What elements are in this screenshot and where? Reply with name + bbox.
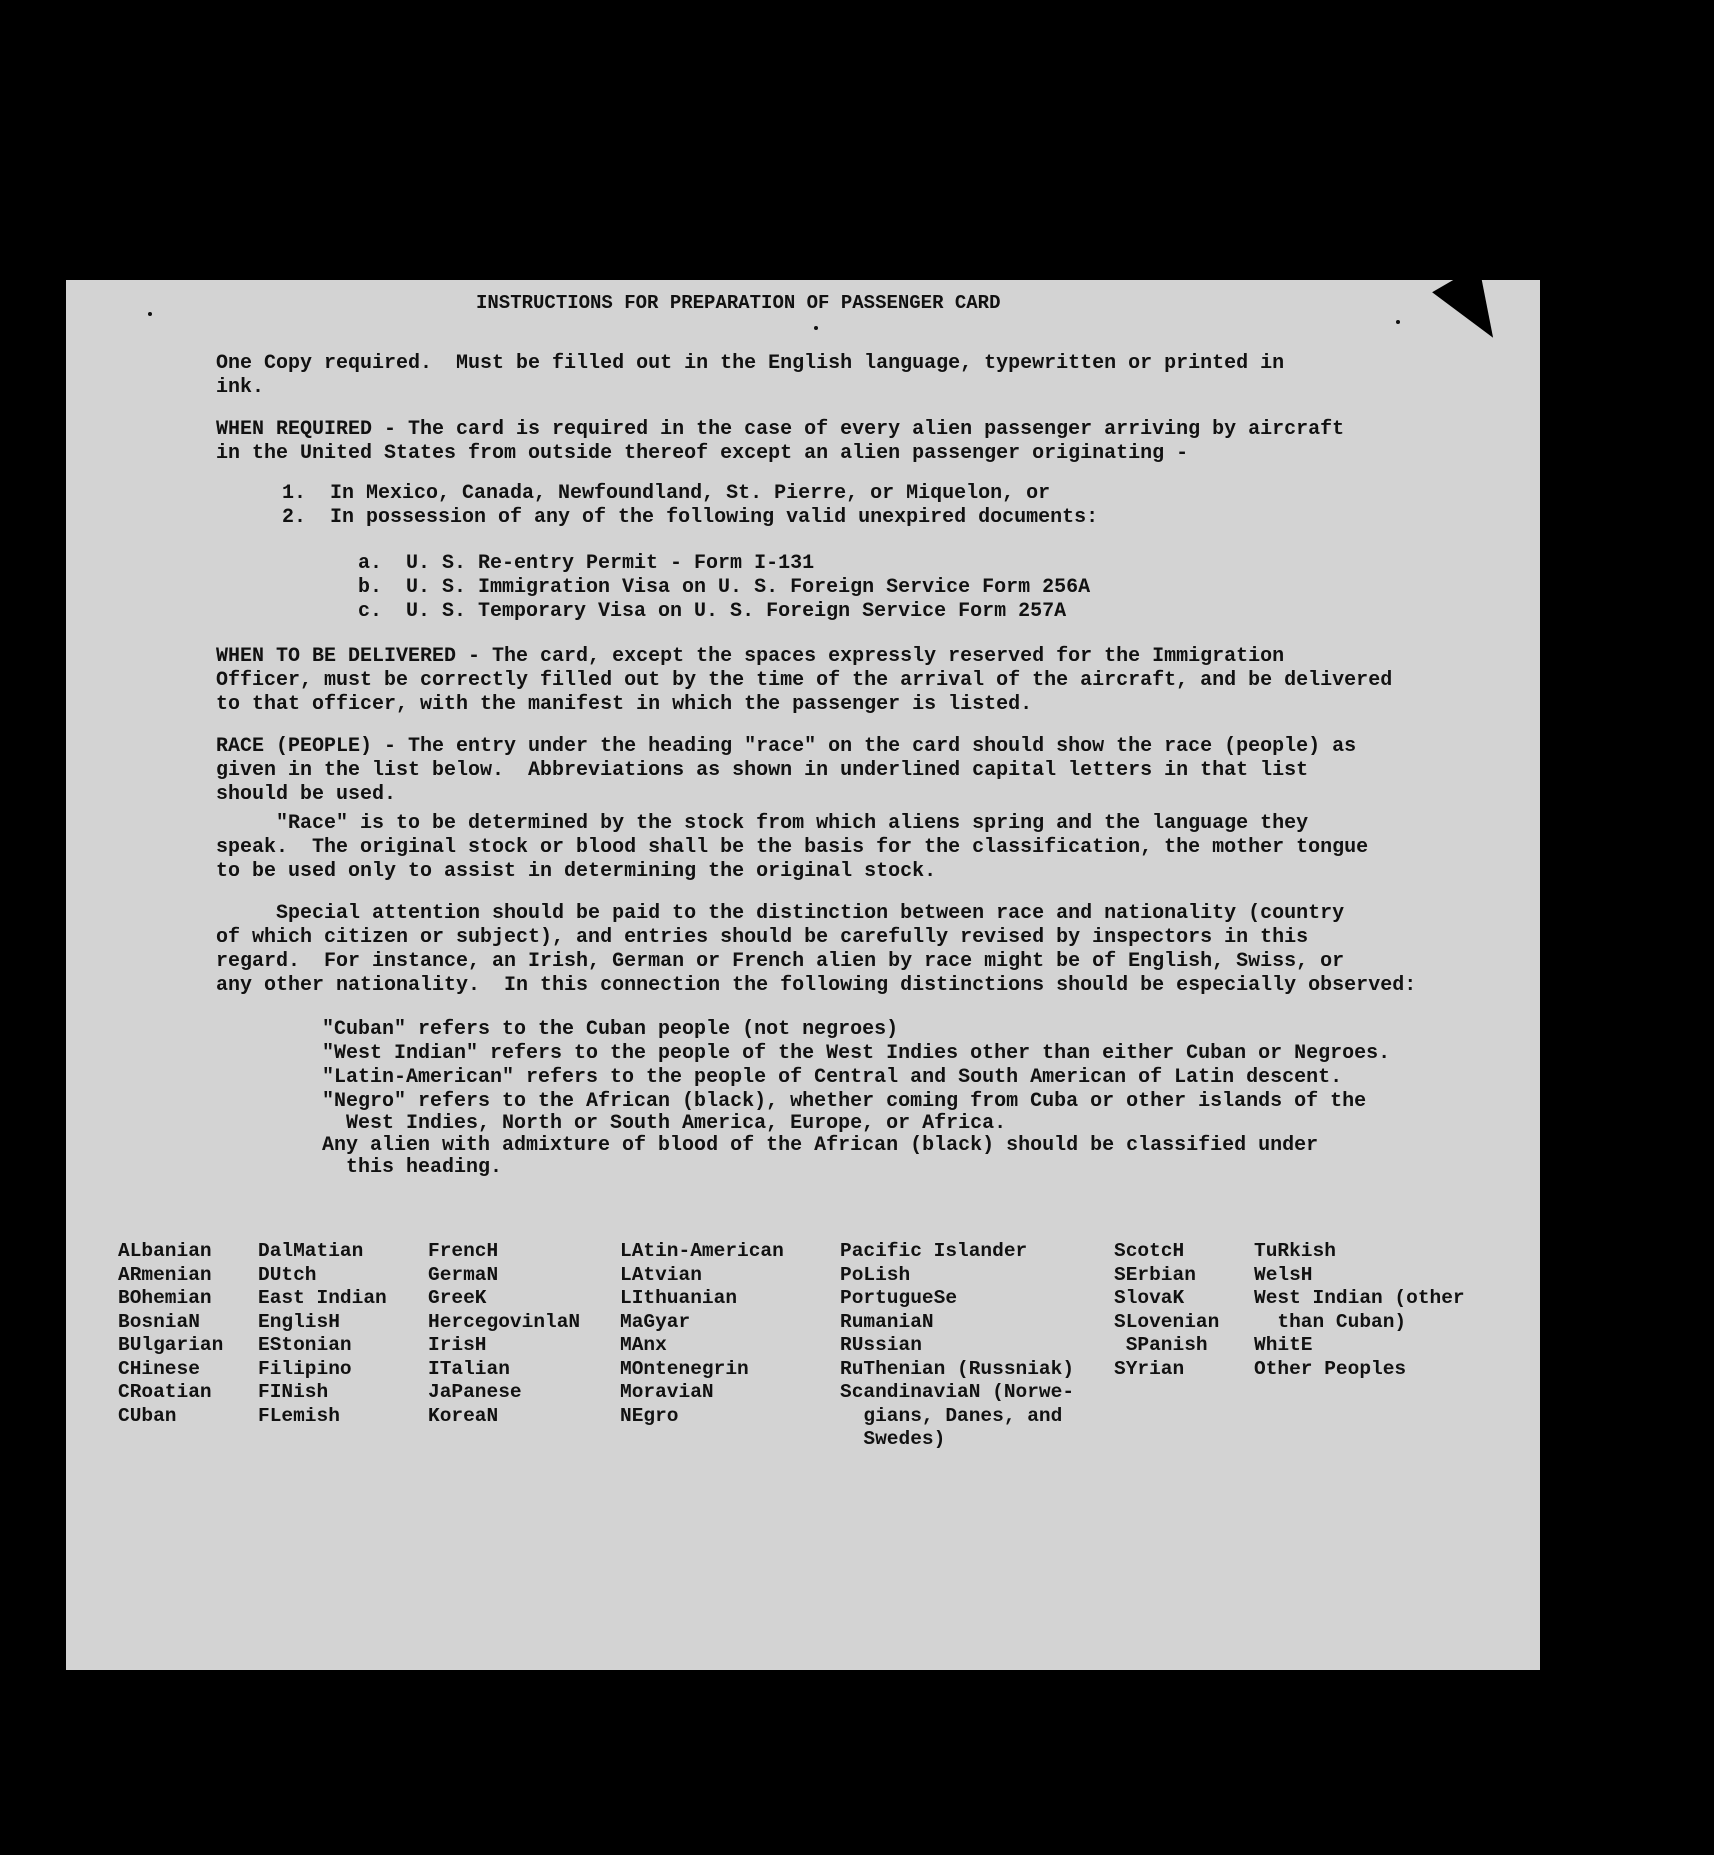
ink-speck [148, 312, 152, 316]
race-item: SErbian [1114, 1263, 1196, 1286]
text-line: One Copy required. Must be filled out in the English language, typewritten or printed in [216, 352, 1285, 375]
race-item: RuThenian (Russniak) [840, 1357, 1075, 1380]
race-column-1 [118, 1240, 223, 1428]
race-item: gians, Danes, and [840, 1404, 1063, 1427]
race-item: DUtch [258, 1263, 317, 1286]
race-item: Swedes) [840, 1428, 946, 1450]
race-column-2 [258, 1240, 387, 1428]
list-item: c. U. S. Temporary Visa on U. S. Foreign Service Form 257A [358, 600, 1067, 623]
distinction-line: "Cuban" refers to the Cuban people (not negroes) [322, 1018, 899, 1041]
race-item: EStonian [258, 1334, 352, 1356]
race-item: SYrian [1114, 1357, 1185, 1380]
text-line: in the United States from outside thereof except an alien passenger originating - [216, 442, 1189, 465]
race-item: BUlgarian [118, 1334, 224, 1356]
race-item: TuRkish [1254, 1240, 1336, 1262]
race-item: PoLish [840, 1263, 911, 1286]
text-line: WHEN TO BE DELIVERED - The card, except the spaces expressly reserved for the Immigration [216, 645, 1285, 668]
race-column-5 [840, 1240, 1074, 1452]
race-item: SLovenian [1114, 1310, 1220, 1333]
race-item: ITalian [428, 1357, 510, 1380]
document-title: INSTRUCTIONS FOR PREPARATION OF PASSENGER CARD [476, 292, 1001, 314]
race-item: BOhemian [118, 1287, 212, 1309]
race-item: WelsH [1254, 1263, 1313, 1286]
race-item: East Indian [258, 1287, 387, 1309]
text-line: of which citizen or subject), and entries should be carefully revised by inspectors in this [216, 926, 1309, 949]
race-item: NEgro [620, 1404, 679, 1427]
race-item: WhitE [1254, 1334, 1313, 1356]
document-page [66, 280, 1540, 1670]
distinction-line: "Latin-American" refers to the people of Central and South American of Latin descent. [322, 1066, 1343, 1089]
race-item: ScandinaviaN (Norwe- [840, 1381, 1075, 1403]
race-item: PortugueSe [840, 1287, 958, 1309]
race-item: BosniaN [118, 1310, 200, 1333]
text-line: "Race" is to be determined by the stock from which aliens spring and the language they [216, 812, 1309, 835]
list-item: a. U. S. Re-entry Permit - Form I-131 [358, 552, 815, 575]
race-item: RUssian [840, 1334, 922, 1356]
race-item: GermaN [428, 1263, 499, 1286]
text-line: regard. For instance, an Irish, German or French alien by race might be of English, Swiss, or [216, 950, 1345, 973]
race-column-3 [428, 1240, 580, 1428]
text-line: Officer, must be correctly filled out by the time of the arrival of the aircraft, and be delivered [216, 669, 1393, 692]
text-line: to be used only to assist in determining the original stock. [216, 860, 937, 883]
race-item: Pacific Islander [840, 1240, 1028, 1262]
race-item: RumaniaN [840, 1310, 934, 1333]
race-item: MAnx [620, 1334, 667, 1356]
text-line: any other nationality. In this connection the following distinctions should be especially observed: [216, 974, 1417, 997]
race-item: ALbanian [118, 1240, 212, 1262]
text-line: Special attention should be paid to the distinction between race and nationality (country [216, 902, 1345, 925]
race-item: than Cuban) [1254, 1310, 1407, 1333]
race-item: JaPanese [428, 1381, 522, 1403]
race-item: GreeK [428, 1287, 487, 1309]
race-item: MoraviaN [620, 1381, 714, 1403]
distinction-line: "Negro" refers to the African (black), whether coming from Cuba or other islands of the [322, 1090, 1367, 1113]
race-column-4 [620, 1240, 784, 1428]
distinction-line: this heading. [322, 1156, 503, 1179]
race-item: MOntenegrin [620, 1357, 749, 1380]
text-line: RACE (PEOPLE) - The entry under the heading "race" on the card should show the race (people) as [216, 735, 1357, 758]
race-item: West Indian (other [1254, 1287, 1465, 1309]
race-item: LIthuanian [620, 1287, 738, 1309]
distinction-line: West Indies, North or South America, Europe, or Africa. [322, 1112, 1007, 1135]
text-line: WHEN REQUIRED - The card is required in the case of every alien passenger arriving by aircraft [216, 418, 1345, 441]
race-item: CUban [118, 1404, 177, 1427]
race-item: IrisH [428, 1334, 487, 1356]
race-item: LAtin-American [620, 1240, 784, 1262]
race-item: SPanish [1114, 1334, 1208, 1356]
text-line: speak. The original stock or blood shall be the basis for the classification, the mother tongue [216, 836, 1369, 859]
distinction-line: "West Indian" refers to the people of the West Indies other than either Cuban or Negroes. [322, 1042, 1391, 1065]
race-item: HercegovinlaN [428, 1310, 581, 1333]
race-column-7 [1254, 1240, 1465, 1381]
race-item: CHinese [118, 1357, 200, 1380]
race-item: Other Peoples [1254, 1357, 1407, 1380]
race-column-6 [1114, 1240, 1219, 1381]
race-item: DalMatian [258, 1240, 364, 1262]
list-item: 1. In Mexico, Canada, Newfoundland, St. Pierre, or Miquelon, or [282, 482, 1051, 505]
text-line: given in the list below. Abbreviations as shown in underlined capital letters in that list [216, 759, 1309, 782]
race-item: FrencH [428, 1240, 499, 1262]
text-line: ink. [216, 376, 265, 399]
race-item: ScotcH [1114, 1240, 1185, 1262]
race-item: CRoatian [118, 1381, 212, 1403]
race-item: FINish [258, 1381, 329, 1403]
race-item: LAtvian [620, 1263, 702, 1286]
text-line: should be used. [216, 783, 397, 806]
race-item: Filipino [258, 1357, 352, 1380]
race-item: KoreaN [428, 1404, 499, 1427]
race-item: ARmenian [118, 1263, 212, 1286]
list-item: b. U. S. Immigration Visa on U. S. Foreign Service Form 256A [358, 576, 1091, 599]
race-item: FLemish [258, 1404, 340, 1427]
distinction-line: Any alien with admixture of blood of the African (black) should be classified under [322, 1134, 1319, 1157]
race-item: EnglisH [258, 1310, 340, 1333]
list-item: 2. In possession of any of the following valid unexpired documents: [282, 506, 1099, 529]
ink-speck [814, 326, 818, 330]
race-item: SlovaK [1114, 1287, 1185, 1309]
ink-speck [1396, 320, 1400, 324]
text-line: to that officer, with the manifest in which the passenger is listed. [216, 693, 1033, 716]
race-item: MaGyar [620, 1310, 691, 1333]
